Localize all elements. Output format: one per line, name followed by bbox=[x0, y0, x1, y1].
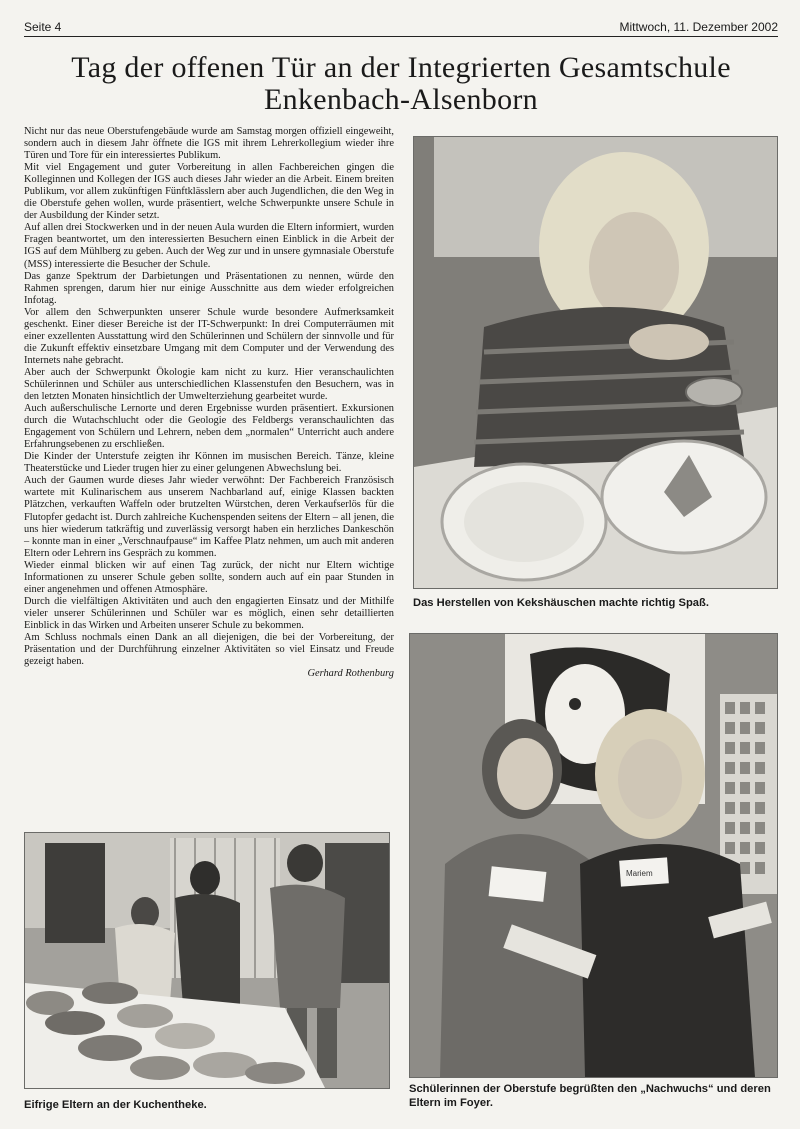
title-line-1: Tag der offenen Tür an der Integrierten Gesamtschule bbox=[71, 51, 731, 84]
paragraph: Das ganze Spektrum der Darbietungen und Präsentationen zu nennen, würde den Rahmen sprengen, darum hier nur einige Ausschnitte aus dem wieder erfolgreichen Infotag. bbox=[24, 270, 394, 306]
photo-kuchentheke bbox=[24, 832, 390, 1089]
issue-date: Mittwoch, 11. Dezember 2002 bbox=[619, 20, 778, 34]
paragraph: Durch die vielfältigen Aktivitäten und auch den engagierten Einsatz und der Mithilfe vieler unserer Schülerinnen und Schüler war es möglich, einen sehr detaillierten Einblick in das Wirken und Arbeiten unserer Schule zu bekommen. bbox=[24, 595, 394, 631]
paragraph: Nicht nur das neue Oberstufengebäude wurde am Samstag morgen offiziell eingeweiht, sondern auch in diesem Jahr öffnete die IGS mit ihrem Lehrerkollegium wieder ihre Türen und Tore für ein interessiertes Publikum. bbox=[24, 126, 394, 162]
paragraph: Die Kinder der Unterstufe zeigten ihr Können im musischen Bereich. Tänze, kleine Theaterstücke und Lieder trugen hier zu einer gelungenen Abwechslung bei. bbox=[24, 451, 394, 475]
page-number: Seite 4 bbox=[24, 20, 62, 34]
name-tag-mariem: Mariem bbox=[626, 869, 653, 878]
caption-kekshaeuschen: Das Herstellen von Kekshäuschen machte richtig Spaß. bbox=[413, 597, 709, 609]
paragraph: Auf allen drei Stockwerken und in der neuen Aula wurden die Eltern informiert, wurden Fragen beantwortet, um den interessierten Besuchern einen Einblick in die Arbeit der IGS auf dem Mühlberg zu geben. Auch der Weg zur und in unsere gymnasiale Oberstufe (MSS) interessierte die Besucher der Schule. bbox=[24, 222, 394, 270]
title-line-2: Enkenbach-Alsenborn bbox=[264, 83, 538, 116]
photo-kekshaeuschen-image bbox=[414, 137, 777, 588]
caption-kuchentheke: Eifrige Eltern an der Kuchentheke. bbox=[24, 1099, 207, 1111]
photo-foyer bbox=[409, 633, 778, 1078]
author-signature: Gerhard Rothenburg bbox=[307, 668, 394, 680]
photo-kekshaeuschen bbox=[413, 136, 778, 589]
photo-kuchentheke-image bbox=[25, 833, 389, 1088]
paragraph: Aber auch der Schwerpunkt Ökologie kam nicht zu kurz. Hier veranschaulichten Schülerinnen und Schüler aus unterschiedlichen Klassenstufen den Besuchern, was in den letzten Monaten hinsichtlich der Umwelterziehung gearbeitet wurde. bbox=[24, 366, 394, 403]
paragraph: Mit viel Engagement und guter Vorbereitung in allen Fachbereichen gingen die Kolleginnen und Kollegen der IGS auch dieses Jahr wieder an die Arbeit. Einem breiten Publikum, vor allem zukünftigen Fünftklässlern aber auch Jugendlichen, die den Weg in die Oberstufe gehen wollen, wurde präsentiert, welche Schwerpunkte unsere Schule in der Ausbildung der Kinder setzt. bbox=[24, 162, 394, 222]
paragraph: Wieder einmal blicken wir auf einen Tag zurück, der nicht nur Eltern wichtige Informationen zu unserer Schule geben sollte, sondern auch auf ein paar Stunden in einer angenehmen und offenen Atmosphäre. bbox=[24, 559, 394, 595]
paragraph: Vor allem den Schwerpunkten unserer Schule wurde besondere Aufmerksamkeit geschenkt. Einer dieser Bereiche ist der IT-Schwerpunkt: In drei Computerräumen mit einer exzellenten Ausstattung wird den Schülerinnen und Schülern der sinnvolle und für die Zukunft effektiv einsetzbare Umgang mit dem Computer und der Verwendung des Internets nahe gebracht. bbox=[24, 306, 394, 366]
paragraph: Am Schluss nochmals einen Dank an all diejenigen, die bei der Vorbereitung, der Präsentation und der Durchführung einzelner Aktivitäten so viel Einsatz und Freude gezeigt haben. bbox=[24, 631, 394, 668]
paragraph: Auch außerschulische Lernorte und deren Ergebnisse wurden präsentiert. Exkursionen durch die Wutachschlucht oder die Geologie des Feldbergs veranschaulichten das Engagement von Schülern und Lehrern, neben dem „normalen“ Unterricht auch andere Erfahrungsebenen zu erschließen. bbox=[24, 403, 394, 451]
header-rule bbox=[24, 36, 778, 37]
article-body bbox=[24, 126, 394, 680]
article-title bbox=[24, 52, 778, 116]
photo-foyer-image bbox=[410, 634, 777, 1077]
paragraph: Auch der Gaumen wurde dieses Jahr wieder verwöhnt: Der Fachbereich Französisch wartete mit Kulinarischem aus unserem Nachbarland auf, einige Klassen backten Plätzchen, verkauften Waffeln oder brutzelten Würstchen, deren Verkaufserlös für die Flutopfer gedacht ist. Durch zahlreiche Kuchenspenden seitens der Eltern – all jenen, die uns hier wiederum tatkräftig und zuverlässig versorgt haben ein herzliches Dankeschön – konnte man in einer „Verschnaufpause“ im Kaffee Platz nehmen, um auch mit anderen Eltern oder Lehrern ins Gespräch zu kommen. bbox=[24, 475, 394, 559]
caption-foyer: Schülerinnen der Oberstufe begrüßten den „Nachwuchs“ und deren Eltern im Foyer. bbox=[409, 1083, 771, 1109]
